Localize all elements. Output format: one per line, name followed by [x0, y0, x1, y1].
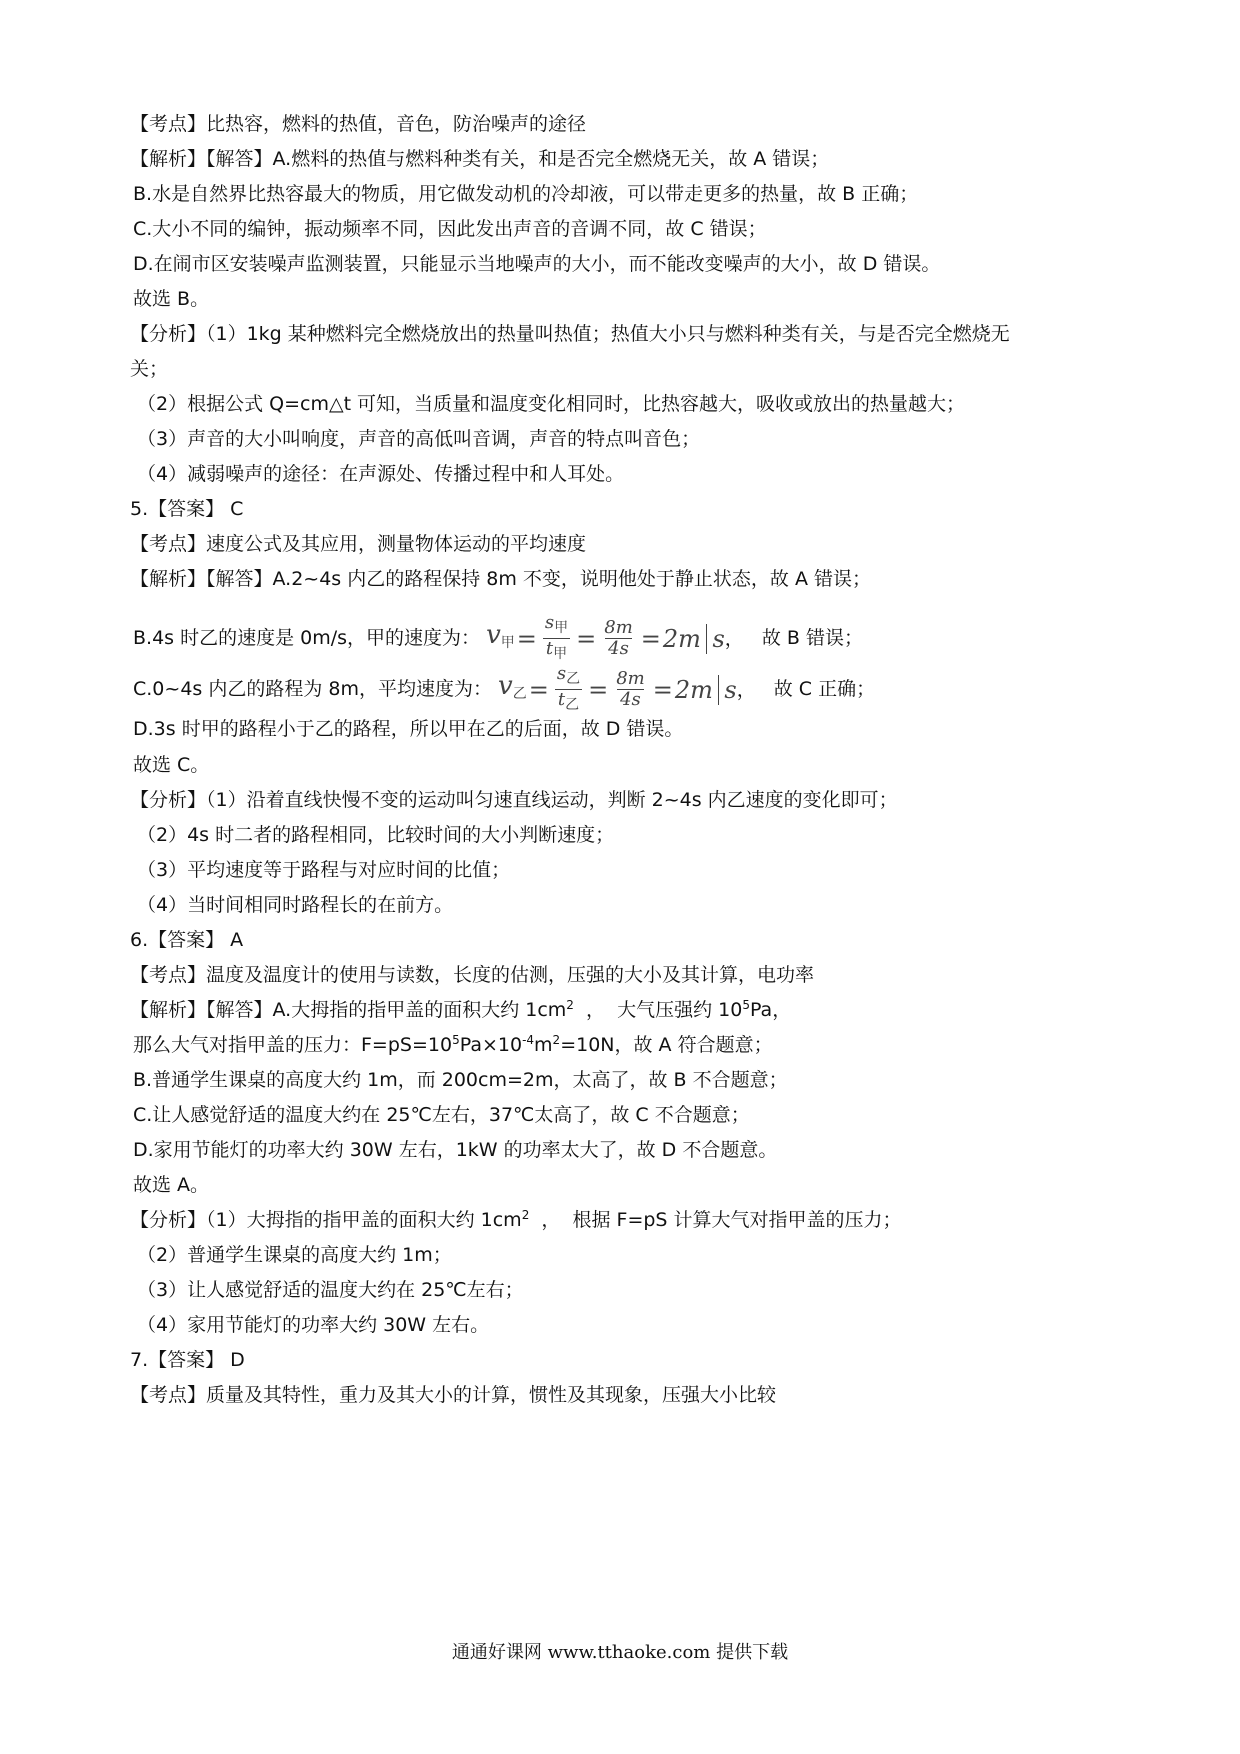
text-line: （3）让人感觉舒适的温度大约在 25℃左右； [137, 1279, 524, 1301]
formula-result: 2m [662, 624, 701, 653]
formula-line-post: 故 C 正确； [773, 678, 876, 700]
text-line: D.家用节能灯的功率大约 30W 左右，1kW 的功率太大了，故 D 不合题意。 [133, 1139, 778, 1161]
text-line: （3）平均速度等于路程与对应时间的比值； [137, 859, 511, 881]
formula-line-post: 故 B 错误； [761, 627, 863, 649]
text-line: C.大小不同的编钟，振动频率不同，因此发出声音的音调不同，故 C 错误； [133, 218, 767, 240]
formula-equals: = [652, 675, 673, 704]
formula-equals: = [576, 624, 597, 653]
text-line: （2）普通学生课桌的高度大约 1m； [137, 1244, 452, 1266]
formula-comma: ， [724, 627, 744, 650]
answer-heading: 7.【答案】 D [130, 1349, 245, 1371]
formula-equals: = [528, 675, 549, 704]
text-line: 故选 B。 [133, 288, 210, 310]
text-line: 【解析】【解答】A.2~4s 内乙的路程保持 8m 不变，说明他处于静止状态，故 A 错误； [130, 568, 871, 590]
text-line: （2）根据公式 Q=cm△t 可知，当质量和温度变化相同时，比热容越大，吸收或放出的热量越大； [137, 393, 966, 415]
formula-var-v: $v_乙$ [498, 670, 527, 702]
text-line: C.让人感觉舒适的温度大约在 25℃左右，37℃太高了，故 C 不合题意； [133, 1104, 750, 1126]
formula-line-c [133, 663, 876, 713]
text-line-6b: 那么大气对指甲盖的压力：$F=pS=10^5Pa\times 10^{-4}m^2=10N$，故 A 符合题意； [133, 1033, 773, 1056]
text-line: B.普通学生课桌的高度大约 1m，而 200cm=2m，太高了，故 B 不合题意； [133, 1069, 788, 1091]
text-line: 【考点】温度及温度计的使用与读数，长度的估测，压强的大小及其计算，电功率 [130, 964, 815, 986]
text-line: 【考点】速度公式及其应用，测量物体运动的平均速度 [130, 533, 587, 555]
formula-comma: ， [736, 678, 756, 701]
text-line: 关； [130, 358, 169, 380]
answer-heading: 6.【答案】 A [130, 929, 244, 951]
page-footer: 通通好课网 www.tthaoke.com 提供下载 [451, 1642, 789, 1663]
text-line: D.在闹市区安装噪声监测装置，只能显示当地噪声的大小，而不能改变噪声的大小，故 D 错误。 [133, 253, 941, 275]
text-line: 【分析】（1）1kg 某种燃料完全燃烧放出的热量叫热值；热值大小只与燃料种类有关，与是否完全燃烧无 [130, 323, 1010, 345]
text-line-6a: 【解析】【解答】A.大拇指的指甲盖的面积大约 $1cm^2$ ， 大气压强约 $10^5Pa$， [130, 998, 792, 1021]
formula-equals: = [640, 624, 661, 653]
formula-fraction-values: $\frac{8m}{4s}$ [616, 668, 645, 710]
text-line: 【考点】质量及其特性，重力及其大小的计算，惯性及其现象，压强大小比较 [130, 1384, 777, 1406]
formula-equals: = [588, 675, 609, 704]
text-line: （4）家用节能灯的功率大约 30W 左右。 [137, 1314, 490, 1336]
text-line: 故选 A。 [133, 1174, 210, 1196]
text-line: 【解析】【解答】A.燃料的热值与燃料种类有关，和是否完全燃烧无关，故 A 错误； [130, 148, 830, 170]
formula-equals: = [516, 624, 537, 653]
formula-fraction-values: $\frac{8m}{4s}$ [604, 617, 633, 659]
text-line: 【考点】比热容，燃料的热值，音色，防治噪声的途径 [130, 113, 587, 135]
text-line: （3）声音的大小叫响度，声音的高低叫音调，声音的特点叫音色； [137, 428, 701, 450]
formula-unit: s [712, 624, 725, 653]
formula-slash [706, 624, 708, 654]
text-line: 【分析】（1）沿着直线快慢不变的运动叫匀速直线运动，判断 2~4s 内乙速度的变化即可； [130, 789, 898, 811]
velocity-formula [498, 664, 756, 715]
formula-line-pre: C.0~4s 内乙的路程为 8m，平均速度为： [133, 678, 492, 700]
text-line: 故选 C。 [133, 754, 210, 776]
text-line: （4）减弱噪声的途径：在声源处、传播过程中和人耳处。 [137, 463, 625, 485]
formula-slash [718, 675, 720, 705]
formula-line-b [133, 612, 863, 662]
text-line: B.水是自然界比热容最大的物质，用它做发动机的冷却液，可以带走更多的热量，故 B 正确； [133, 183, 919, 205]
text-line: （2）4s 时二者的路程相同，比较时间的大小判断速度； [137, 824, 615, 846]
formula-unit: s [724, 675, 737, 704]
formula-result: 2m [674, 675, 713, 704]
text-line: D.3s 时甲的路程小于乙的路程，所以甲在乙的后面，故 D 错误。 [133, 718, 684, 740]
text-line: （4）当时间相同时路程长的在前方。 [137, 894, 454, 916]
answer-heading: 5.【答案】 C [130, 498, 244, 520]
formula-fraction-st: $\frac{s_乙}{t_乙}$ [556, 663, 581, 713]
text-line-6c: 【分析】（1）大拇指的指甲盖的面积大约 $1cm^2$ ， 根据 F=pS 计算大气对指甲盖的压力； [130, 1208, 902, 1231]
velocity-formula [486, 613, 744, 664]
formula-fraction-st: $\frac{s_甲}{t_甲}$ [544, 612, 569, 662]
formula-line-pre: B.4s 时乙的速度是 0m/s，甲的速度为： [133, 627, 481, 649]
formula-var-v: $v_甲$ [486, 619, 515, 651]
